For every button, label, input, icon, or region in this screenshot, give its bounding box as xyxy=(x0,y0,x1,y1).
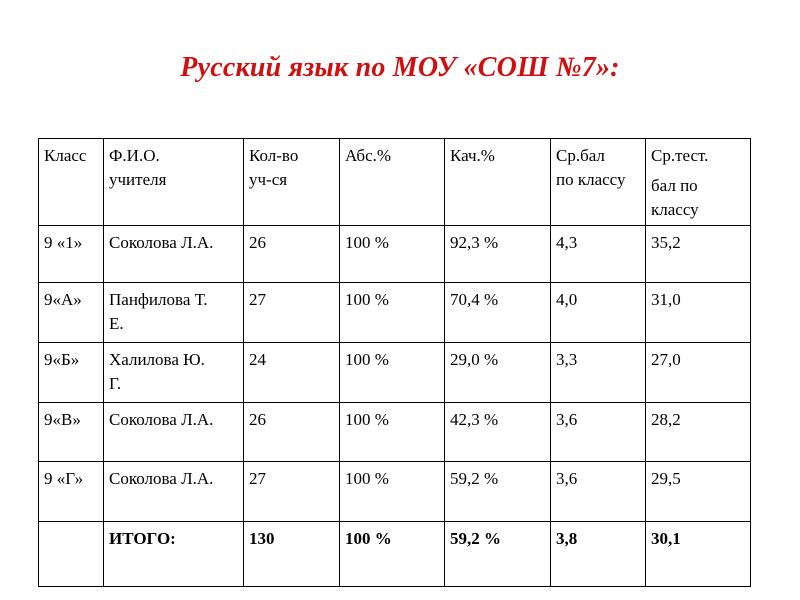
cell-kol: 24 xyxy=(244,343,340,403)
total-label: ИТОГО: xyxy=(104,522,244,587)
table-total-row xyxy=(39,522,751,587)
cell-klass-empty xyxy=(39,522,104,587)
cell-abs: 100 % xyxy=(340,226,445,283)
cell-klass: 9«Б» xyxy=(39,343,104,403)
table-row xyxy=(39,226,751,283)
cell-srbal: 4,3 xyxy=(551,226,646,283)
cell-kol: 27 xyxy=(244,283,340,343)
cell-fio: Халилова Ю. Г. xyxy=(104,343,244,403)
cell-kach: 92,3 % xyxy=(445,226,551,283)
cell-fio: Соколова Л.А. xyxy=(104,226,244,283)
total-srtest: 30,1 xyxy=(646,522,751,587)
total-abs: 100 % xyxy=(340,522,445,587)
header-abs: Абс.% xyxy=(340,139,445,226)
cell-srbal: 3,3 xyxy=(551,343,646,403)
cell-srbal: 4,0 xyxy=(551,283,646,343)
cell-kach: 29,0 % xyxy=(445,343,551,403)
header-fio: Ф.И.О. учителя xyxy=(104,139,244,226)
cell-srtest: 27,0 xyxy=(646,343,751,403)
cell-abs: 100 % xyxy=(340,343,445,403)
cell-srtest: 35,2 xyxy=(646,226,751,283)
cell-kol: 26 xyxy=(244,226,340,283)
header-klass: Класс xyxy=(39,139,104,226)
total-kach: 59,2 % xyxy=(445,522,551,587)
header-kach: Кач.% xyxy=(445,139,551,226)
cell-srtest: 31,0 xyxy=(646,283,751,343)
header-srbal: Ср.бал по классу xyxy=(551,139,646,226)
cell-klass: 9«В» xyxy=(39,403,104,462)
cell-srtest: 29,5 xyxy=(646,462,751,522)
cell-klass: 9«А» xyxy=(39,283,104,343)
cell-kach: 42,3 % xyxy=(445,403,551,462)
cell-fio: Соколова Л.А. xyxy=(104,462,244,522)
table-header-row xyxy=(39,139,751,226)
cell-klass: 9 «1» xyxy=(39,226,104,283)
cell-kach: 70,4 % xyxy=(445,283,551,343)
table-row xyxy=(39,403,751,462)
cell-srtest: 28,2 xyxy=(646,403,751,462)
table-row xyxy=(39,283,751,343)
cell-kol: 26 xyxy=(244,403,340,462)
header-srtest: Ср.тест. бал по классу xyxy=(646,139,751,226)
cell-fio: Соколова Л.А. xyxy=(104,403,244,462)
table-row xyxy=(39,343,751,403)
header-kol: Кол-во уч-ся xyxy=(244,139,340,226)
slide-title: Русский язык по МОУ «СОШ №7»: xyxy=(180,52,620,83)
cell-kach: 59,2 % xyxy=(445,462,551,522)
cell-klass: 9 «Г» xyxy=(39,462,104,522)
cell-srbal: 3,6 xyxy=(551,403,646,462)
total-kol: 130 xyxy=(244,522,340,587)
table-row xyxy=(39,462,751,522)
cell-kol: 27 xyxy=(244,462,340,522)
total-srbal: 3,8 xyxy=(551,522,646,587)
results-table xyxy=(38,138,751,587)
cell-abs: 100 % xyxy=(340,283,445,343)
cell-abs: 100 % xyxy=(340,462,445,522)
cell-fio: Панфилова Т. Е. xyxy=(104,283,244,343)
cell-abs: 100 % xyxy=(340,403,445,462)
cell-srbal: 3,6 xyxy=(551,462,646,522)
